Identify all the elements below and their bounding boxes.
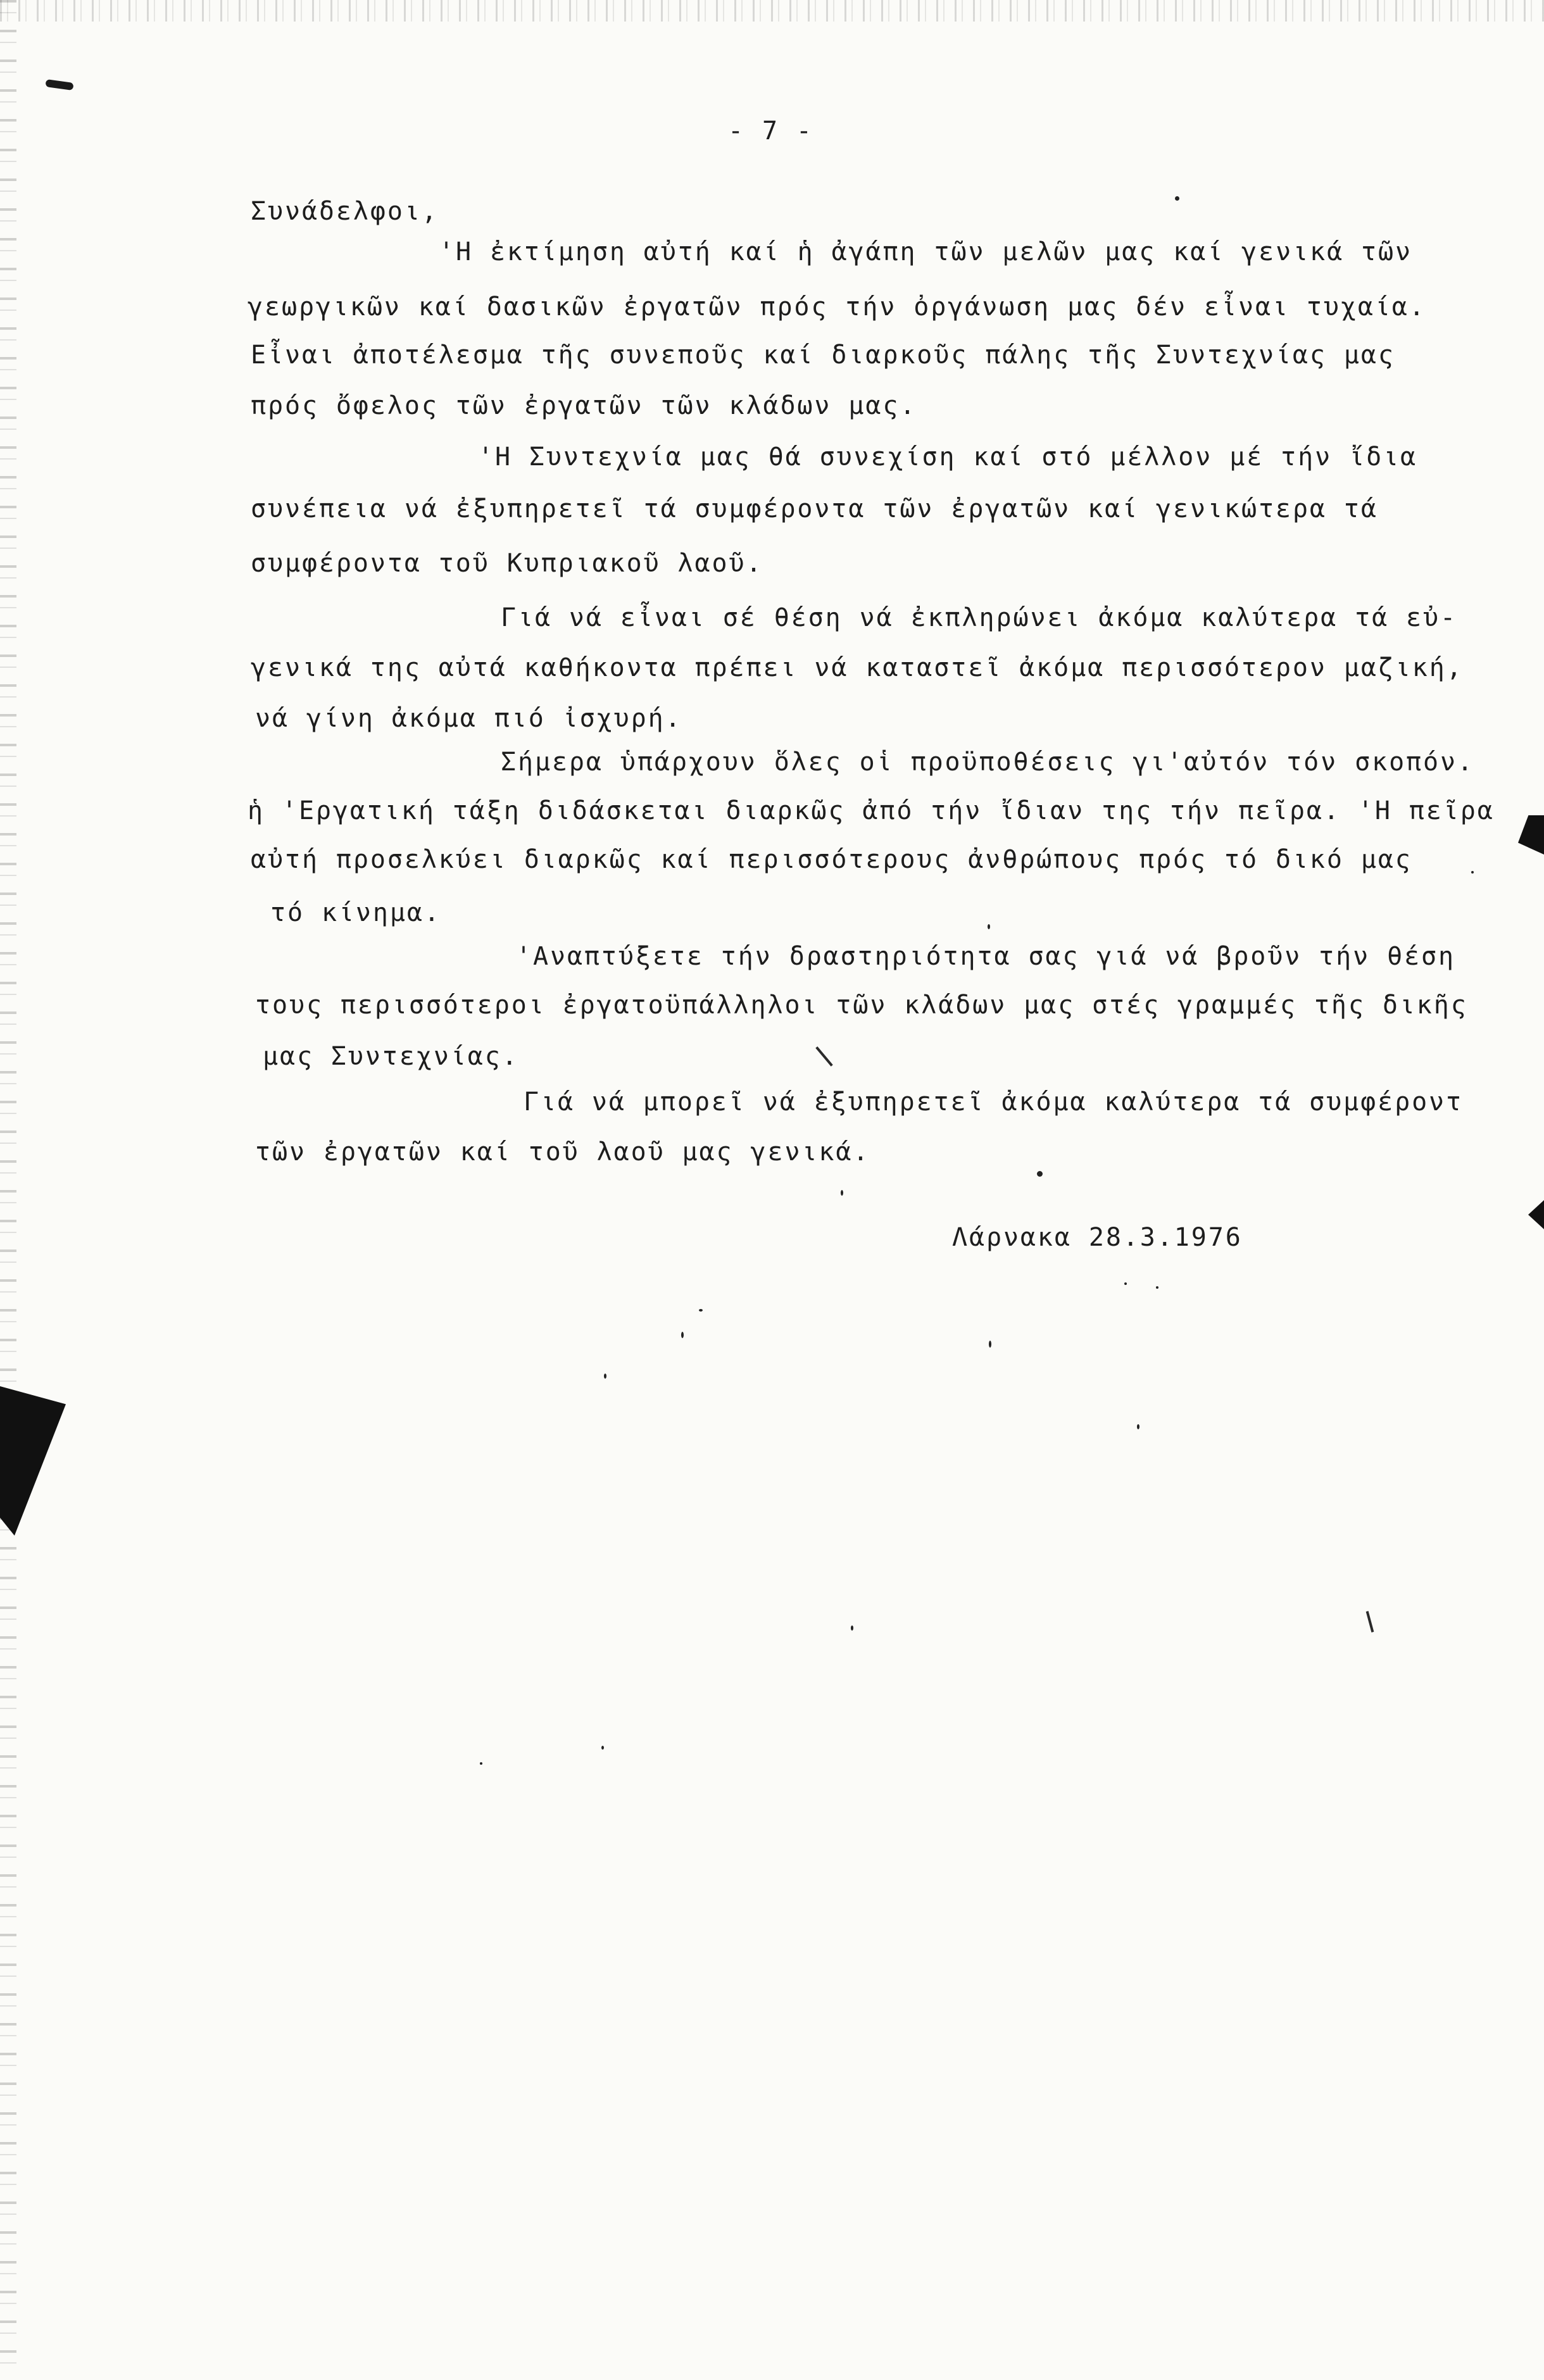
scan-speck [1124, 1282, 1127, 1285]
scan-speck [681, 1332, 684, 1338]
scan-noise-top [0, 0, 1544, 22]
body-line: ἡ 'Εργατική τάξη διδάσκεται διαρκῶς ἀπό τήν ἴδιαν της τήν πεῖρα. 'Η πεῖρα [248, 796, 1495, 825]
body-line: 'Η ἐκτίμηση αὐτή καί ἡ ἀγάπη τῶν μελῶν μας καί γενικά τῶν [439, 237, 1412, 266]
body-line: συνέπεια νά ἐξυπηρετεῖ τά συμφέροντα τῶν ἐργατῶν καί γενικώτερα τά [251, 494, 1378, 523]
body-line: γενικά της αὐτά καθήκοντα πρέπει νά καταστεῖ ἀκόμα περισσότερον μαζική, [251, 653, 1464, 682]
scan-mark [45, 79, 73, 91]
body-line: Γιά νά εἶναι σέ θέση νά ἐκπληρώνει ἀκόμα καλύτερα τά εὐ- [501, 603, 1457, 632]
scan-speck [699, 1309, 703, 1312]
body-line: 'Αναπτύξετε τήν δραστηριότητα σας γιά νά βροῦν τήν θέση [516, 942, 1456, 971]
body-line: τους περισσότεροι ἐργατοϋπάλληλοι τῶν κλάδων μας στές γραμμές τῆς δικῆς [255, 991, 1468, 1020]
scan-speck [1137, 1424, 1139, 1429]
body-line: Εἶναι ἀποτέλεσμα τῆς συνεποῦς καί διαρκοῦς πάλης τῆς Συντεχνίας μας [251, 341, 1395, 370]
body-line: τό κίνημα. [270, 898, 441, 927]
body-line: 'Η Συντεχνία μας θά συνεχίση καί στό μέλλον μέ τήν ἴδια [478, 442, 1418, 472]
body-line: Σήμερα ὑπάρχουν ὅλες οἱ προϋποθέσεις γι'αὐτόν τόν σκοπόν. [501, 748, 1474, 777]
scan-speck [480, 1762, 482, 1765]
scan-speck [841, 1190, 843, 1196]
body-line: τῶν ἐργατῶν καί τοῦ λαοῦ μας γενικά. [255, 1137, 870, 1167]
scan-speck [1156, 1286, 1158, 1289]
salutation: Συνάδελφοι, [251, 197, 439, 226]
body-line: πρός ὄφελος τῶν ἐργατῶν τῶν κλάδων μας. [251, 391, 917, 420]
scan-shadow-right [1518, 815, 1544, 855]
body-line: συμφέροντα τοῦ Κυπριακοῦ λαοῦ. [251, 549, 763, 578]
scan-speck [604, 1374, 606, 1379]
body-line: νά γίνη ἀκόμα πιό ἰσχυρή. [255, 704, 682, 733]
body-line: Γιά νά μπορεῖ νά ἐξυπηρετεῖ ἀκόμα καλύτερα τά συμφέροντ [524, 1087, 1464, 1117]
body-line: αὐτή προσελκύει διαρκῶς καί περισσότερους ἀνθρώπους πρός τό δικό μας [251, 845, 1412, 874]
body-line: γεωργικῶν καί δασικῶν ἐργατῶν πρός τήν ὀργάνωση μας δέν εἶναι τυχαία. [248, 292, 1426, 322]
scan-speck [1037, 1171, 1043, 1177]
scan-shadow-right-small [1528, 1200, 1544, 1229]
scan-shadow-left [0, 1386, 66, 1536]
scan-stroke [815, 1046, 832, 1067]
scan-speck [989, 1341, 991, 1348]
scan-speck [1175, 196, 1179, 201]
scan-speck [851, 1625, 853, 1631]
page-number: - 7 - [728, 116, 813, 146]
body-line: μας Συντεχνίας. [263, 1042, 519, 1071]
scan-speck [988, 924, 990, 929]
scan-speck [601, 1746, 604, 1750]
scan-noise-left [0, 0, 16, 2380]
scan-stroke [1366, 1611, 1374, 1632]
place-date: Λάρνακα 28.3.1976 [952, 1223, 1243, 1252]
scan-speck [1471, 871, 1474, 874]
